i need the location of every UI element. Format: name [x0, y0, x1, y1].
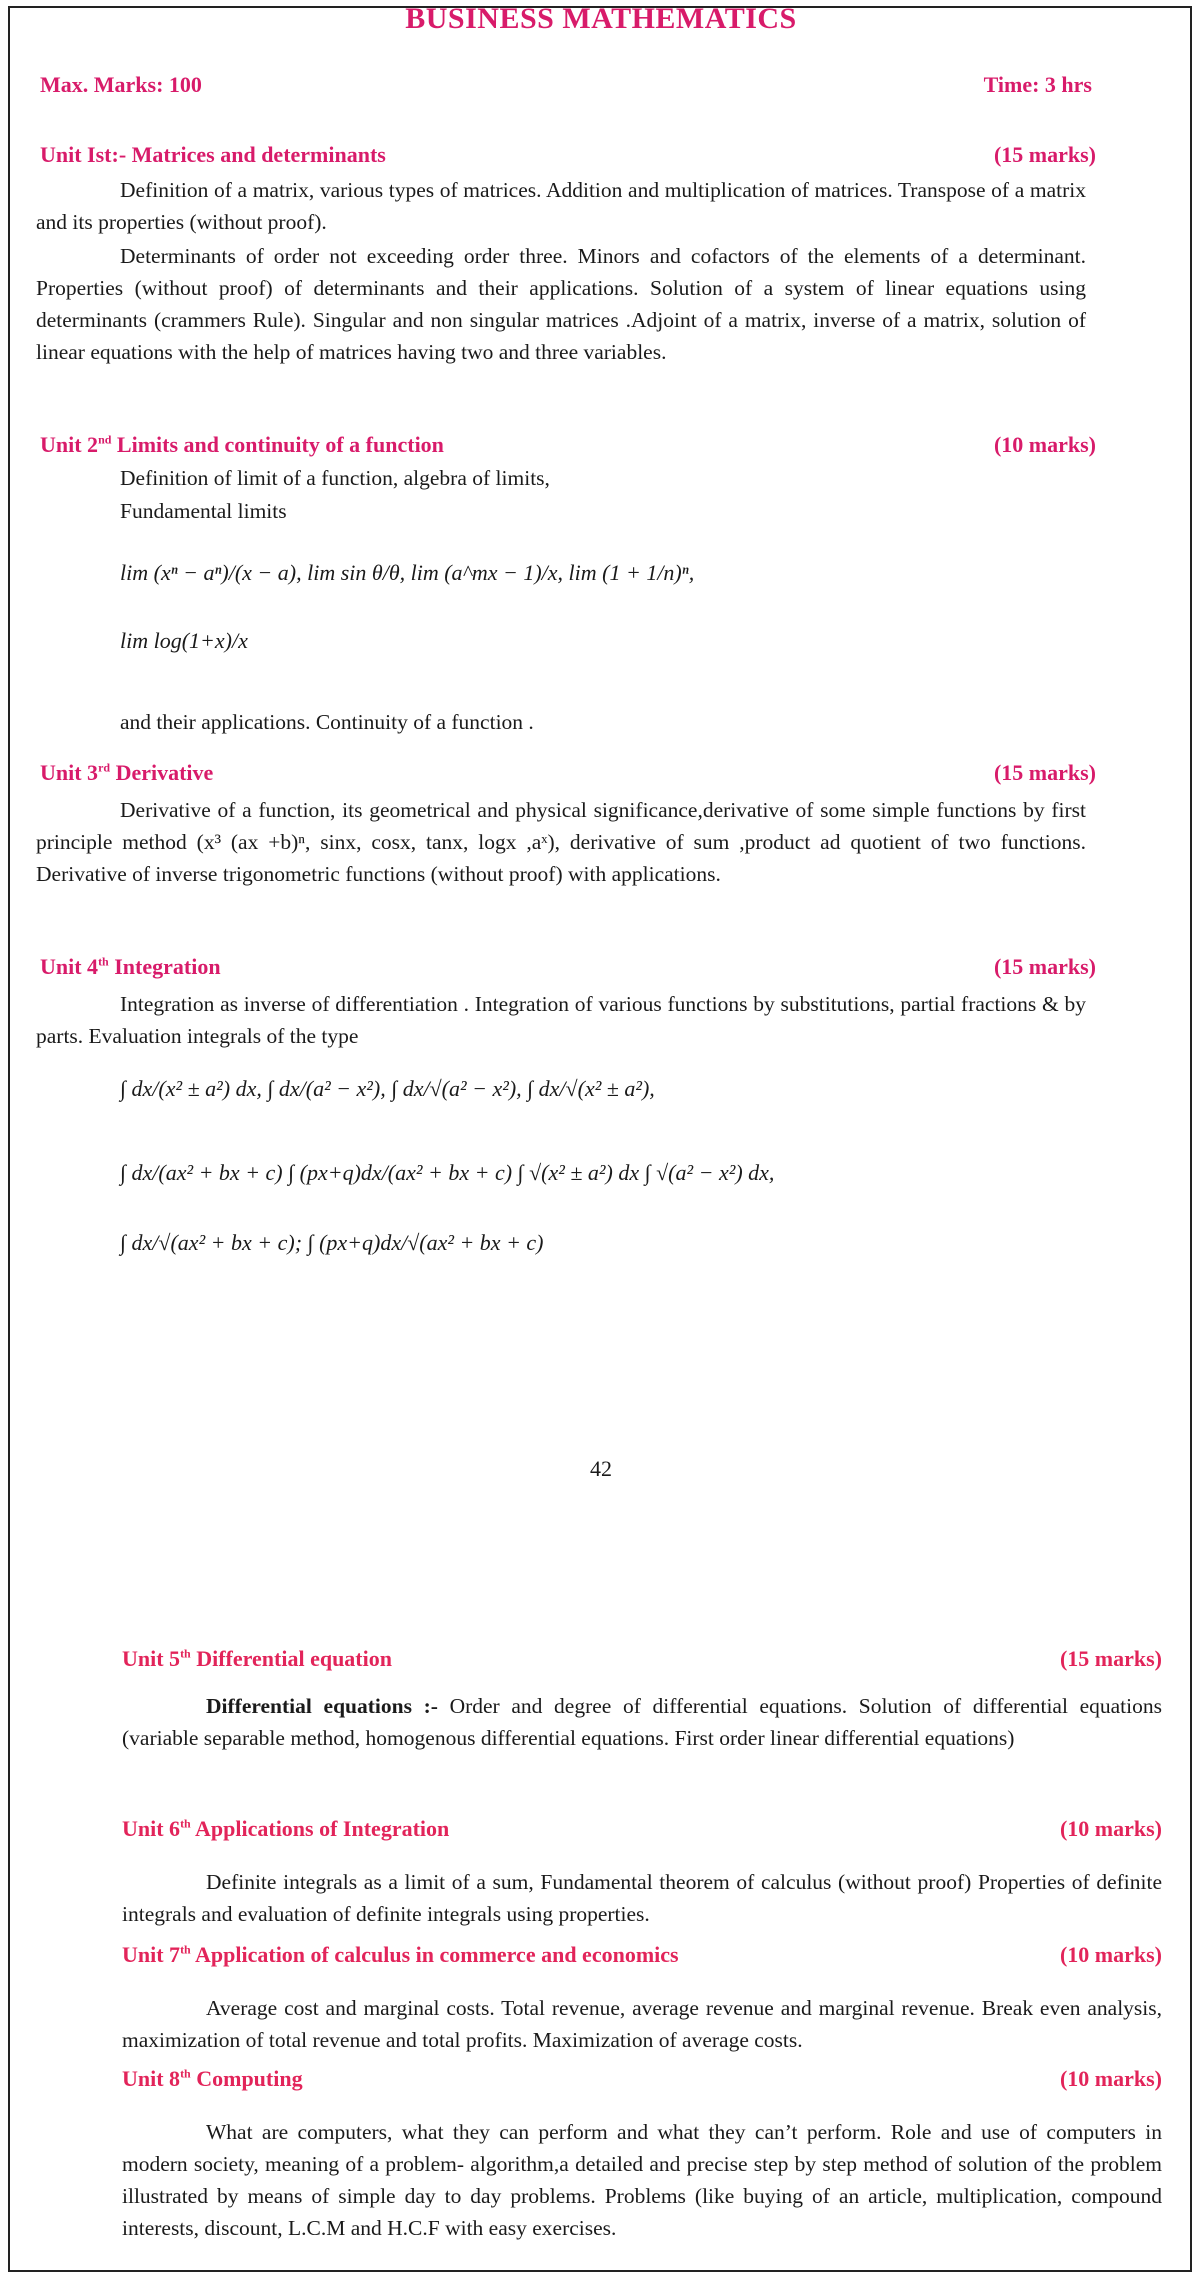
unit-8-title: Unit 8th Computing	[122, 2066, 303, 2091]
unit-3-paragraph: Derivative of a function, its geometrical and physical significance,derivative of some simple functions by first principle method (x³ (ax +b)ⁿ, sinx, cosx, tanx, logx ,aˣ), derivative of sum ,product ad quotient of two functions. Derivative of inverse trigonometric functions (without proof) with applications.	[36, 798, 1086, 886]
unit-4-marks: (15 marks)	[993, 954, 1096, 979]
unit-2-line-3: and their applications. Continuity of a function .	[120, 710, 534, 734]
unit-1-paragraph-2: Determinants of order not exceeding order three. Minors and cofactors of the elements of a determinant. Properties (without proof) of determinants and their applications. Solution of a system of linear equations using determinants (crammers Rule). Singular and non singular matrices .Adjoint of a matrix, inverse of a matrix, solution of linear equations with the help of matrices having two and three variables.	[36, 244, 1086, 364]
unit-2-title: Unit 2nd Limits and continuity of a function	[40, 432, 444, 457]
unit-6-title: Unit 6th Applications of Integration	[122, 1816, 450, 1841]
integral-formula-line-3: ∫ dx/√(ax² + bx + c); ∫ (px+q)dx/√(ax² + bx + c)	[120, 1230, 544, 1255]
unit-7-paragraph: Average cost and marginal costs. Total revenue, average revenue and marginal revenue. Break even analysis, maximization of total revenue and total profits. Maximization of average costs.	[122, 1996, 1162, 2052]
unit-5-body: Order and degree of differential equations. Solution of differential equations (variable separable method, homogenous differential equations. First order linear differential equations)	[122, 1694, 1162, 1750]
unit-1-marks: (15 marks)	[993, 142, 1096, 167]
unit-5-marks: (15 marks)	[1059, 1646, 1162, 1671]
unit-3-heading	[40, 760, 1096, 786]
limits-formula-line-1: lim (xⁿ − aⁿ)/(x − a), lim sin θ/θ, lim (a^mx − 1)/x, lim (1 + 1/n)ⁿ,	[120, 560, 695, 585]
unit-5-paragraph	[122, 1690, 1162, 1754]
unit-7-marks: (10 marks)	[1059, 1942, 1162, 1967]
unit-4-title: Unit 4th Integration	[40, 954, 221, 979]
unit-6-heading	[122, 1816, 1162, 1842]
unit-7-heading	[122, 1942, 1162, 1968]
unit-2-line-1: Definition of limit of a function, algebra of limits,	[120, 466, 550, 490]
unit-8-heading	[122, 2066, 1162, 2092]
page-title: BUSINESS MATHEMATICS	[405, 2, 797, 35]
unit-5-heading	[122, 1646, 1162, 1672]
unit-3-marks: (15 marks)	[993, 760, 1096, 785]
unit-5-title: Unit 5th Differential equation	[122, 1646, 392, 1671]
unit-4-heading	[40, 954, 1096, 980]
unit-1-paragraph-1: Definition of a matrix, various types of matrices. Addition and multiplication of matrices. Transpose of a matrix and its properties (without proof).	[36, 178, 1086, 234]
unit-6-marks: (10 marks)	[1059, 1816, 1162, 1841]
unit-6-paragraph: Definite integrals as a limit of a sum, Fundamental theorem of calculus (without proof) Properties of definite integrals and evaluation of definite integrals using properties.	[122, 1870, 1162, 1926]
page-number: 42	[590, 1456, 612, 1481]
unit-2-intro	[120, 462, 550, 528]
unit-2-heading	[40, 432, 1096, 458]
unit-2-marks: (10 marks)	[993, 432, 1096, 457]
unit-2-line-2: Fundamental limits	[120, 499, 287, 523]
unit-8-marks: (10 marks)	[1059, 2066, 1162, 2091]
unit-1-title: Unit Ist:- Matrices and determinants	[40, 142, 386, 167]
unit-3-title: Unit 3rd Derivative	[40, 760, 214, 785]
integral-formula-line-2: ∫ dx/(ax² + bx + c) ∫ (px+q)dx/(ax² + bx + c) ∫ √(x² ± a²) dx ∫ √(a² − x²) dx,	[120, 1160, 775, 1185]
time-allowed: Time: 3 hrs	[983, 72, 1092, 97]
unit-8-paragraph: What are computers, what they can perform and what they can’t perform. Role and use of computers in modern society, meaning of a problem- algorithm,a detailed and precise step by step method of solution of the problem illustrated by means of simple day to day problems. Problems (like buying of an article, multiplication, compound interests, discount, L.C.M and H.C.F with easy exercises.	[122, 2120, 1162, 2240]
integral-formula-line-1: ∫ dx/(x² ± a²) dx, ∫ dx/(a² − x²), ∫ dx/√(a² − x²), ∫ dx/√(x² ± a²),	[120, 1076, 655, 1101]
unit-7-title: Unit 7th Application of calculus in commerce and economics	[122, 1942, 679, 1967]
unit-5-bold-lead: Differential equations :-	[206, 1694, 438, 1718]
limits-formula-line-2: lim log(1+x)/x	[120, 628, 248, 653]
max-marks: Max. Marks: 100	[40, 72, 202, 97]
unit-1-heading	[40, 142, 1096, 168]
unit-4-paragraph: Integration as inverse of differentiation . Integration of various functions by substitutions, partial fractions & by parts. Evaluation integrals of the type	[36, 992, 1086, 1048]
